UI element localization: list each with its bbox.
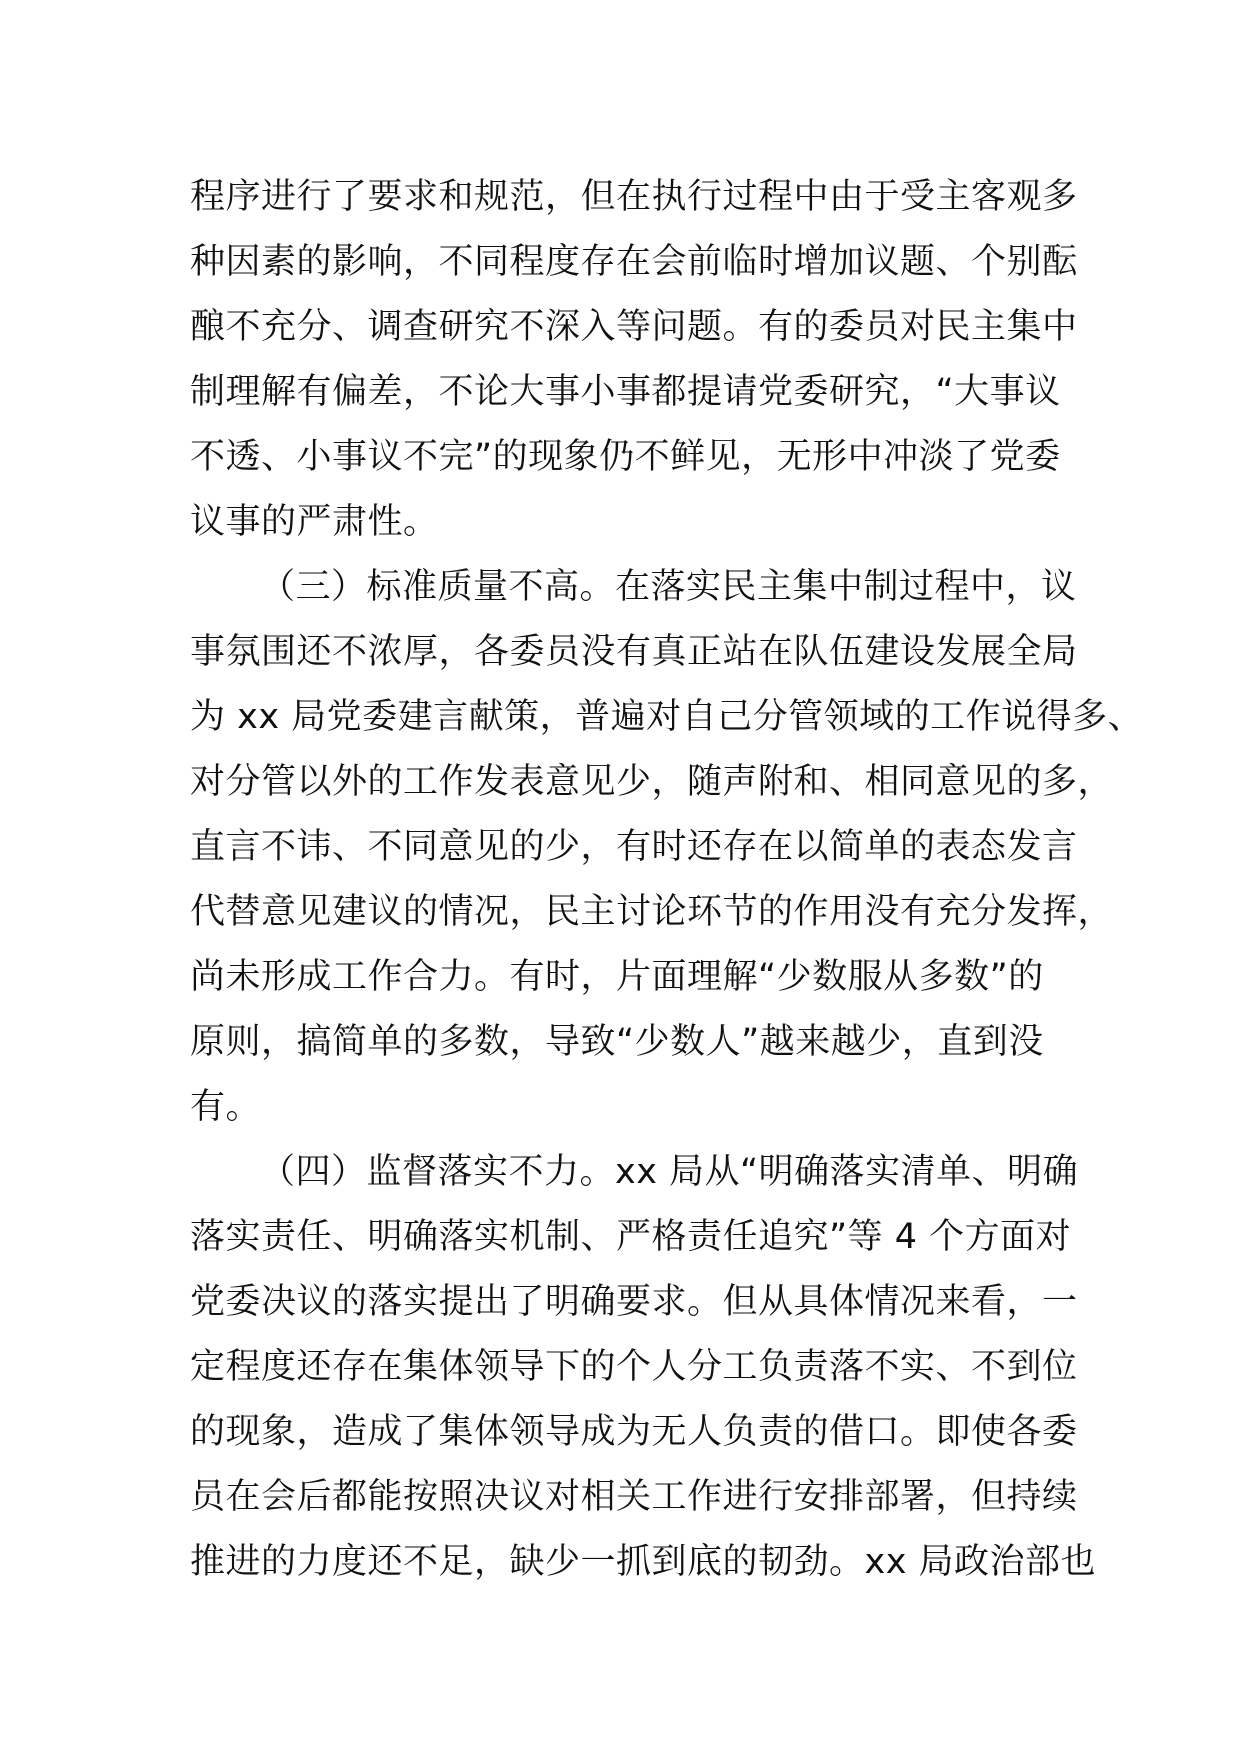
body-text bbox=[190, 165, 1144, 1595]
text-line: 定程度还存在集体领导下的个人分工负责落不实、不到位 bbox=[190, 1347, 1078, 1387]
text-line: 尚未形成工作合力。有时，片面理解“少数服从多数”的 bbox=[190, 957, 1044, 997]
text-line: 党委决议的落实提出了明确要求。但从具体情况来看，一 bbox=[190, 1282, 1078, 1322]
text-line: 为 xx 局党委建言献策，普遍对自己分管领域的工作说得多、 bbox=[190, 697, 1144, 737]
text-line: 酿不充分、调查研究不深入等问题。有的委员对民主集中 bbox=[190, 307, 1078, 347]
text-line: （三）标准质量不高。在落实民主集中制过程中，议 bbox=[260, 567, 1077, 607]
text-line: 的现象，造成了集体领导成为无人负责的借口。即使各委 bbox=[190, 1412, 1078, 1452]
text-line: 议事的严肃性。 bbox=[190, 502, 439, 542]
text-line: 程序进行了要求和规范，但在执行过程中由于受主客观多 bbox=[190, 177, 1078, 217]
text-line: 推进的力度还不足，缺少一抓到底的韧劲。xx 局政治部也 bbox=[190, 1542, 1097, 1582]
text-line: 直言不讳、不同意见的少，有时还存在以简单的表态发言 bbox=[190, 827, 1078, 867]
text-line: 原则，搞简单的多数，导致“少数人”越来越少，直到没 bbox=[190, 1022, 1044, 1062]
text-line: 落实责任、明确落实机制、严格责任追究”等 4 个方面对 bbox=[190, 1217, 1072, 1257]
text-line: 事氛围还不浓厚，各委员没有真正站在队伍建设发展全局 bbox=[190, 632, 1078, 672]
text-line: 不透、小事议不完”的现象仍不鲜见，无形中冲淡了党委 bbox=[190, 437, 1061, 477]
text-line: 员在会后都能按照决议对相关工作进行安排部署，但持续 bbox=[190, 1477, 1078, 1517]
text-line: （四）监督落实不力。xx 局从“明确落实清单、明确 bbox=[260, 1152, 1079, 1192]
text-line: 种因素的影响，不同程度存在会前临时增加议题、个别酝 bbox=[190, 242, 1078, 282]
text-line: 有。 bbox=[190, 1087, 262, 1127]
text-line: 制理解有偏差，不论大事小事都提请党委研究，“大事议 bbox=[190, 372, 1061, 412]
text-line: 对分管以外的工作发表意见少，随声附和、相同意见的多， bbox=[190, 762, 1114, 802]
text-line: 代替意见建议的情况，民主讨论环节的作用没有充分发挥， bbox=[190, 892, 1114, 932]
